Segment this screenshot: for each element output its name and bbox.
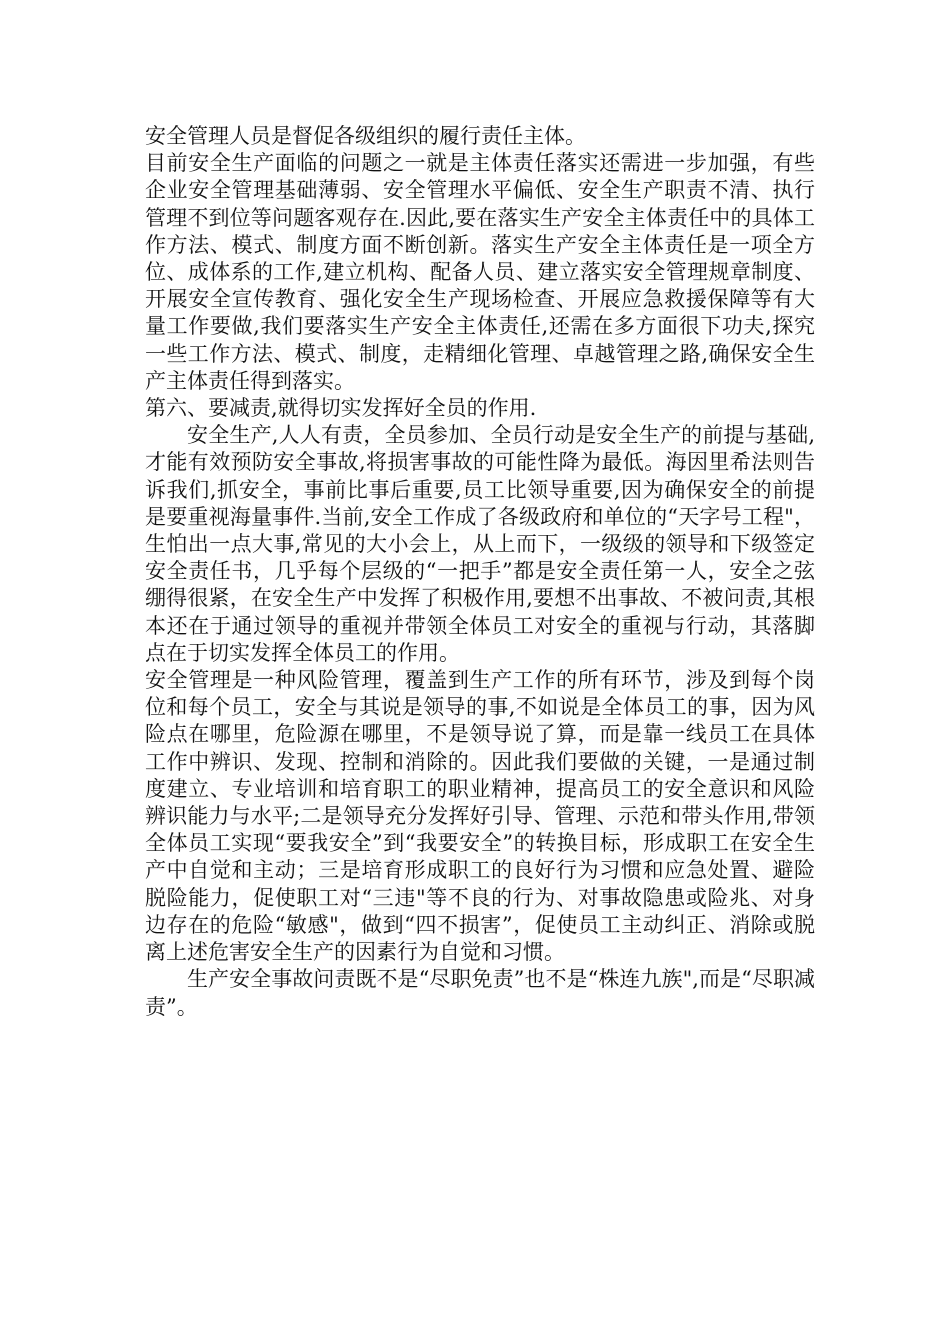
paragraph-2: 目前安全生产面临的问题之一就是主体责任落实还需进一步加强，有些企业安全管理基础薄弱、安全管理水平偏低、安全生产职责不清、执行管理不到位等问题客观存在.因此,要在落实生产安全主体责任中的具体工作方法、模式、制度方面不断创新。落实生产安全主体责任是一项全方位、成体系的工作,建立机构、配备人员、建立落实安全管理规章制度、开展安全宣传教育、强化安全生产现场检查、开展应急救援保障等有大量工作要做,我们要落实生产安全主体责任,还需在多方面很下功夫,探究一些工作方法、模式、制度，走精细化管理、卓越管理之路,确保安全生产主体责任得到落实。	[145, 151, 815, 393]
paragraph-4: 安全生产,人人有责，全员参加、全员行动是安全生产的前提与基础,才能有效预防安全事故,将损害事故的可能性降为最低。海因里希法则告诉我们,抓安全，事前比事后重要,员工比领导重要,因为确保安全的前提是要重视海量事件.当前,安全工作成了各级政府和单位的“天字号工程"，生怕出一点大事,常见的大小会上，从上而下，一级级的领导和下级签定安全责任书，几乎每个层级的“一把手”都是安全责任第一人，安全之弦绷得很紧，在安全生产中发挥了积极作用,要想不出事故、不被问责,其根本还在于通过领导的重视并带领全体员工对安全的重视与行动，其落脚点在于切实发挥全体员工的作用。	[145, 423, 815, 665]
paragraph-1: 安全管理人员是督促各级组织的履行责任主体。	[145, 124, 586, 148]
paragraph-6: 生产安全事故问责既不是“尽职免责”也不是“株连九族",而是“尽职减责”。	[145, 967, 815, 1019]
section-heading: 第六、要减责,就得切实发挥好全员的作用.	[145, 396, 537, 421]
document-body	[145, 123, 815, 1021]
paragraph-5: 安全管理是一种风险管理，覆盖到生产工作的所有环节，涉及到每个岗位和每个员工，安全与其说是领导的事,不如说是全体员工的事，因为风险点在哪里，危险源在哪里，不是领导说了算，而是靠一线员工在具体工作中辨识、发现、控制和消除的。因此我们要做的关键，一是通过制度建立、专业培训和培育职工的职业精神，提高员工的安全意识和风险辨识能力与水平;二是领导充分发挥好引导、管理、示范和带头作用,带领全体员工实现“要我安全”到“我要安全”的转换目标，形成职工在安全生产中自觉和主动；三是培育形成职工的良好行为习惯和应急处置、避险脱险能力，促使职工对“三违"等不良的行为、对事故隐患或险兆、对身边存在的危险“敏感"，做到“四不损害”，促使员工主动纠正、消除或脱离上述危害安全生产的因素行为自觉和习惯。	[145, 668, 815, 965]
